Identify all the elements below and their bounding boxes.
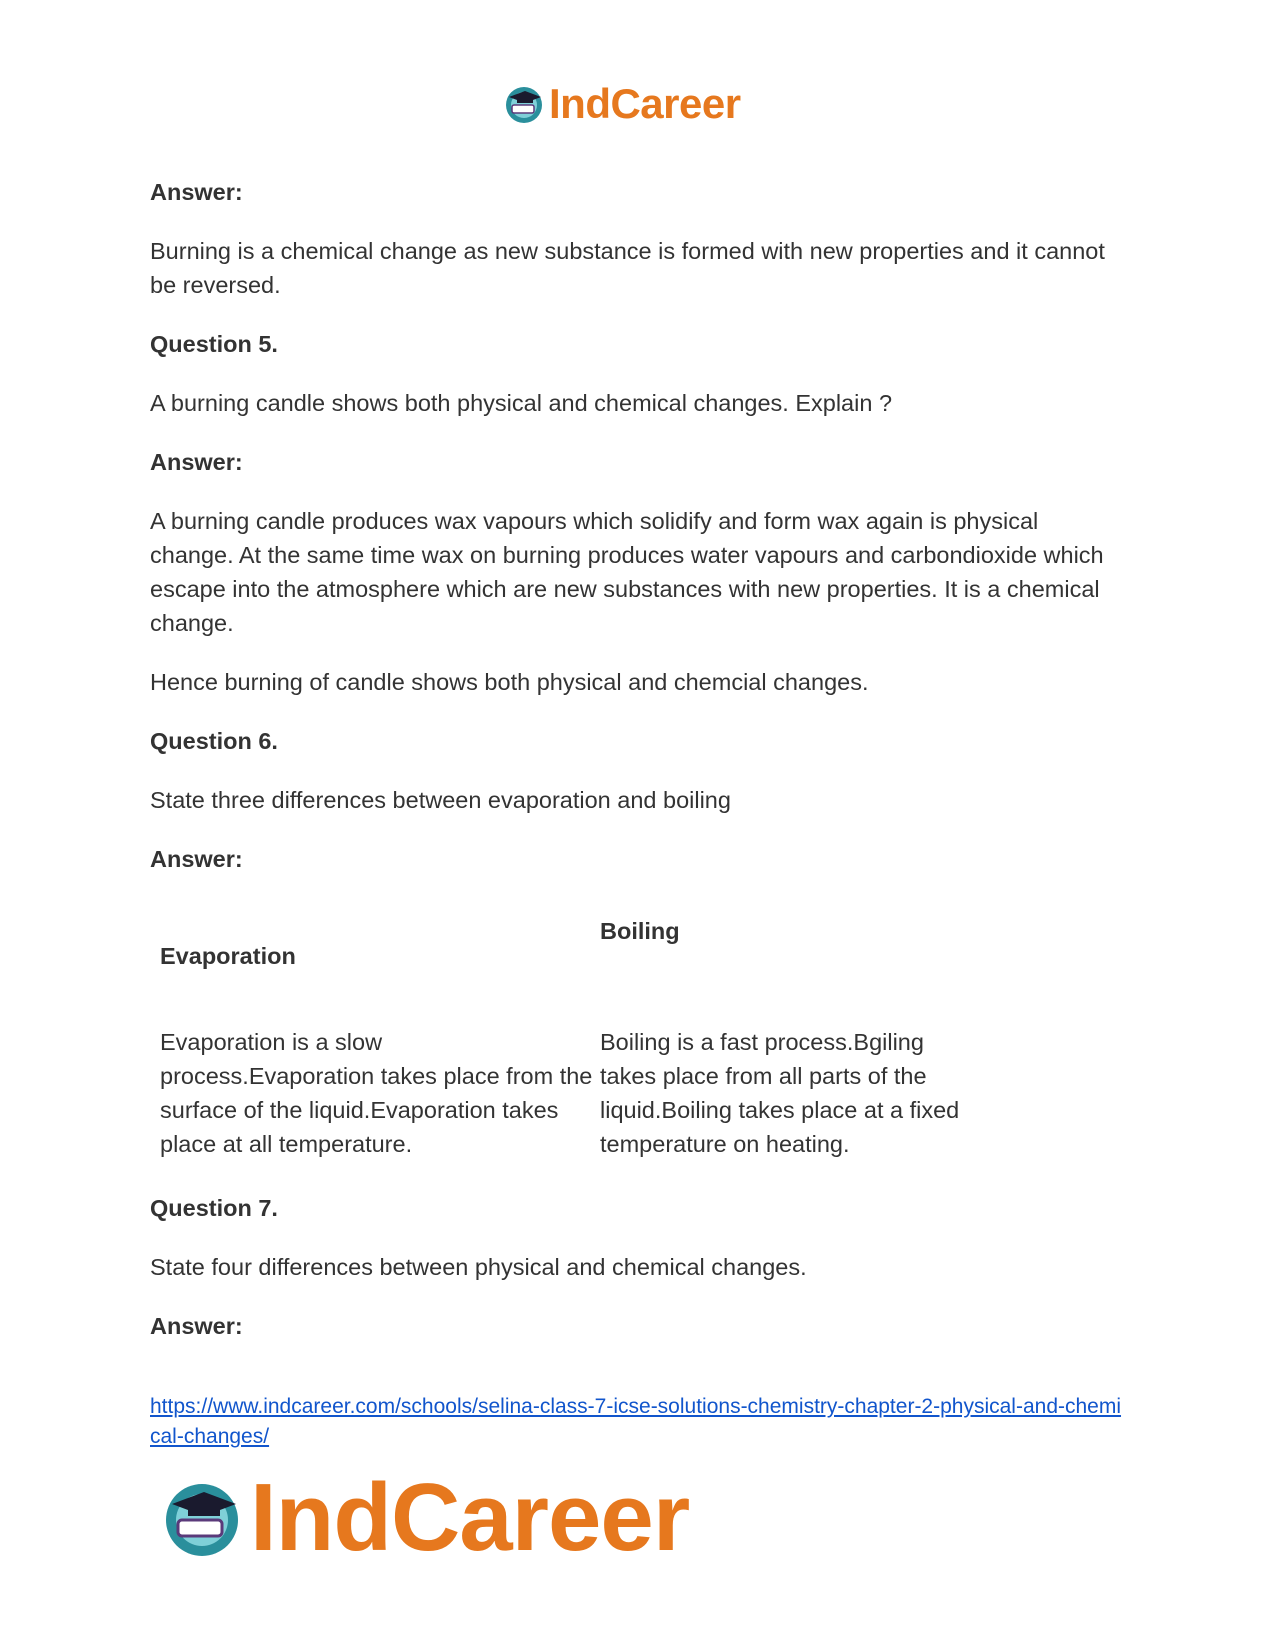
question-text: State three differences between evaporation and boiling — [150, 787, 731, 813]
answer-label: Answer: — [150, 449, 243, 475]
table-column — [160, 914, 600, 1161]
table-header-cell: Evaporation — [160, 943, 296, 969]
question-label: Question 6. — [150, 728, 278, 754]
source-link[interactable]: https://www.indcareer.com/schools/selina-class-7-icse-solutions-chemistry-chapter-2-physical-and-chemical-changes/ — [150, 1395, 1122, 1448]
question-label: Question 5. — [150, 331, 278, 357]
table-cell: Boiling is a fast process.Bgiling takes place from all parts of the liquid.Boiling takes place at a fixed temperature on heating. — [600, 1029, 960, 1157]
answer-text: Hence burning of candle shows both physical and chemcial changes. — [150, 669, 869, 695]
table-header-cell: Boiling — [600, 918, 680, 944]
table-column — [600, 914, 960, 1161]
document-body — [150, 175, 1125, 1343]
graduation-cap-logo-icon — [160, 1476, 244, 1560]
answer-text: A burning candle produces wax vapours which solidify and form wax again is physical change. At the same time wax on burning produces water vapours and carbondioxide which escape into the atmosphere which are new substances with new properties. It is a chemical change. — [150, 508, 1104, 636]
answer-label: Answer: — [150, 1313, 243, 1339]
graduation-cap-logo-icon — [503, 83, 545, 125]
indcareer-logo-top — [503, 80, 741, 128]
question-label: Question 7. — [150, 1195, 278, 1221]
answer-text: Burning is a chemical change as new substance is formed with new properties and it cannot be reversed. — [150, 238, 1105, 298]
indcareer-logo-bottom — [160, 1463, 689, 1573]
question-text: State four differences between physical and chemical changes. — [150, 1254, 807, 1280]
logo-wordmark: IndCareer — [250, 1464, 690, 1571]
logo-wordmark: IndCareer — [549, 80, 741, 127]
answer-label: Answer: — [150, 846, 243, 872]
question-text: A burning candle shows both physical and chemical changes. Explain ? — [150, 390, 893, 416]
answer-label: Answer: — [150, 179, 243, 205]
comparison-table — [150, 914, 1125, 1161]
table-cell: Evaporation is a slow process.Evaporation takes place from the surface of the liquid.Evaporation takes place at all temperature. — [160, 1029, 593, 1157]
